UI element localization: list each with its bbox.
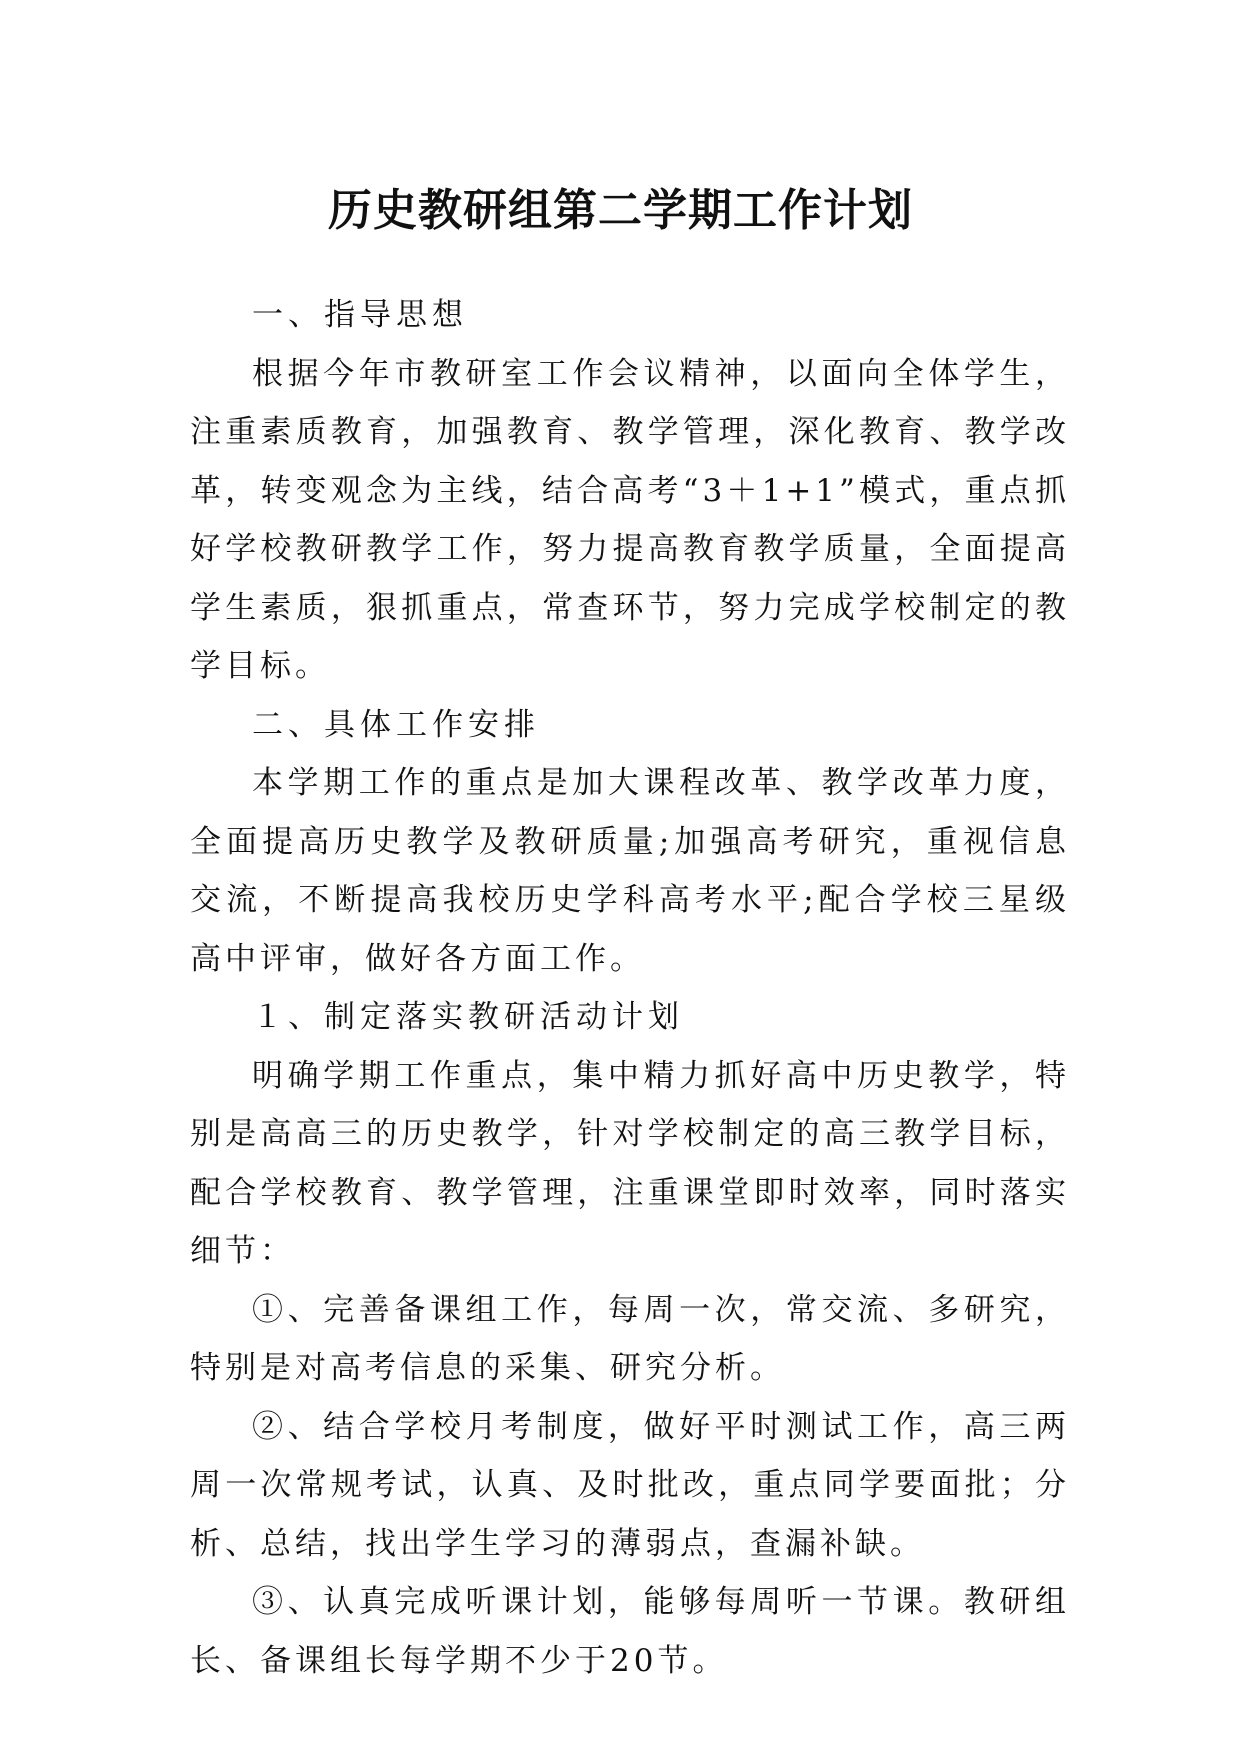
section-heading-work-arrangement: 二、具体工作安排 [252,706,540,743]
paragraph-research-plan: 明确学期工作重点，集中精力抓好高中历史教学，特别是高高三的历史教学，针对学校制定的高三教学目标，配合学校教育、教学管理，注重课堂即时效率，同时落实细节： [190,1057,1070,1269]
document-title: 历史教研组第二学期工作计划 [328,185,913,237]
paragraph-guiding-ideology: 根据今年市教研室工作会议精神，以面向全体学生，注重素质教育，加强教育、教学管理，深化教育、教学改革，转变观念为主线，结合高考“3＋1+1”模式，重点抓好学校教研教学工作，努力提高教育教学质量，全面提高学生素质，狠抓重点，常查环节，努力完成学校制定的教学目标。 [190,355,1070,684]
document-body [190,286,1070,1690]
section-heading-guiding-ideology: 一、指导思想 [252,297,468,333]
paragraph-work-arrangement: 本学期工作的重点是加大课程改革、教学改革力度，全面提高历史教学及教研质量;加强高考研究，重视信息交流，不断提高我校历史学科高考水平;配合学校三星级高中评审，做好各方面工作。 [190,765,1070,977]
list-item-lesson-observation: ③、认真完成听课计划，能够每周听一节课。教研组长、备课组长每学期不少于20节。 [190,1584,1070,1679]
list-item-prep-group: ①、完善备课组工作，每周一次，常交流、多研究，特别是对高考信息的采集、研究分析。 [190,1291,1070,1386]
subsection-heading-research-plan: １、制定落实教研活动计划 [252,999,684,1035]
list-item-monthly-tests: ②、结合学校月考制度，做好平时测试工作，高三两周一次常规考试，认真、及时批改，重点同学要面批；分析、总结，找出学生学习的薄弱点，查漏补缺。 [190,1408,1070,1562]
